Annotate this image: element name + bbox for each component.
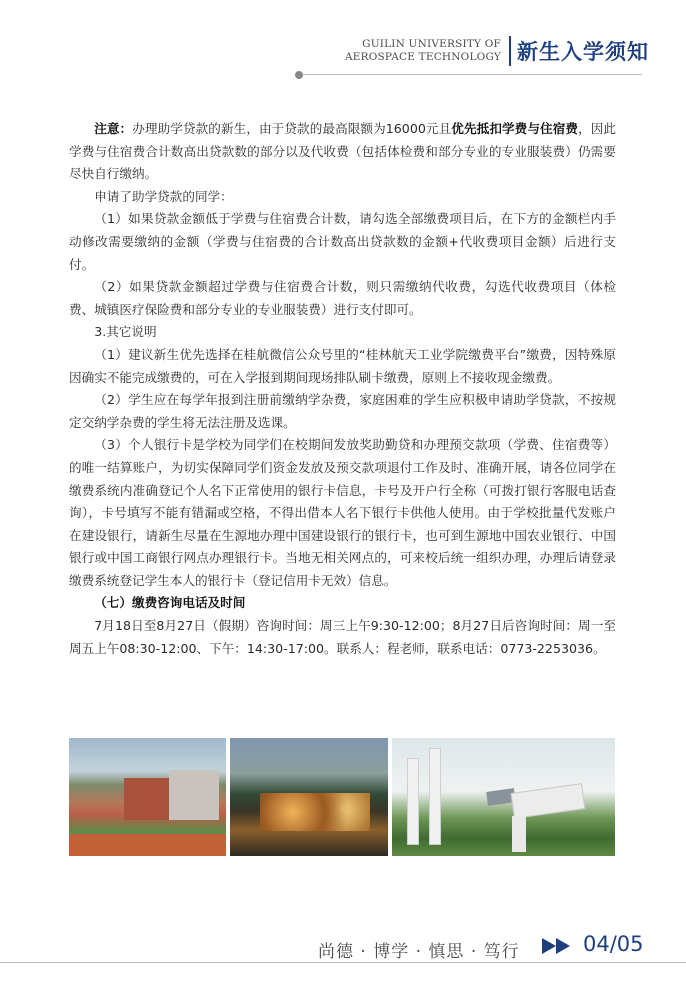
campus-photo-buildings	[69, 738, 226, 856]
notice-text-a: 办理助学贷款的新生，由于贷款的最高限额为16000元且	[132, 121, 452, 136]
photo-spacecraft-model	[511, 783, 586, 819]
paragraph-note-1: （1）建议新生优先选择在桂航微信公众号里的“桂林航天工业学院缴费平台”缴费，因特殊原因确实不能完成缴费的，可在入学报到期间现场排队刷卡缴费，原则上不接收现金缴费。	[69, 346, 616, 385]
header-divider	[509, 36, 511, 66]
notice-label: 注意：	[94, 121, 133, 136]
notice-text-b: ，因此学费与住宿费合计数高出贷款数的部分以及代收费（包括体检费和部分专业的专业服装费）仍需要尽快自行缴纳。	[69, 121, 617, 182]
university-name-line2: AEROSPACE TECHNOLOGY	[344, 51, 501, 63]
photo-building-tower	[169, 770, 219, 820]
paragraph-loan-case-1: （1）如果贷款金额低于学费与住宿费合计数，请勾选全部缴费项目后，在下方的金额栏内手动修改需要缴纳的金额（学费与住宿费的合计数高出贷款数的金额+代收费项目金额）后进行支付。	[69, 211, 616, 272]
header-dot	[295, 71, 303, 79]
photo-track	[69, 834, 226, 856]
section-other-notes: 3.其它说明	[94, 324, 157, 340]
contact-heading-text: （七）缴费咨询电话及时间	[94, 595, 246, 611]
paragraph-loan-notice	[69, 118, 616, 186]
school-motto: 尚德 · 博学 · 慎思 · 笃行	[318, 942, 520, 962]
paragraph-note-2: （2）学生应在每学年报到注册前缴纳学杂费，家庭困难的学生应积极申请助学贷款，不按规定交纳学杂费的学生将无法注册及选课。	[69, 392, 616, 430]
section-heading-contact	[69, 592, 616, 615]
notice-bold-text: 优先抵扣学费与住宿费	[451, 121, 579, 136]
header-rule	[303, 74, 642, 75]
university-name-line1: GUILIN UNIVERSITY OF	[362, 38, 501, 50]
paragraph-contact-info: 7月18日至8月27日（假期）咨询时间：周三上午9:30-12:00；8月27日后咨询时间：周一至周五上午08:30-12:00、下午：14:30-17:00。联系人：程老师，联系电话：0773-2253036。	[69, 618, 616, 656]
campus-photo-rocket-models	[392, 738, 615, 856]
paragraph-loan-case-2: （2）如果贷款金额超过学费与住宿费合计数，则只需缴纳代收费，勾选代收费项目（体检费、城镇医疗保险费和部分专业的专业服装费）进行支付即可。	[69, 279, 616, 317]
university-name	[300, 38, 501, 64]
photo-city-lights	[260, 793, 370, 831]
document-body	[69, 118, 616, 660]
footer-rule	[0, 962, 686, 963]
paragraph-note-3: （3）个人银行卡是学校为同学们在校期间发放奖助勤贷和办理预交款项（学费、住宿费等）的唯一结算账户，为切实保障同学们资金发放及预交款项退付工作及时、准确开展，请各位同学在缴费系统内准确登记个人名下正常使用的银行卡信息，卡号及开户行全称（可拨打银行客服电话查询），卡号填写不能有错漏或空格，不得出借本人名下银行卡供他人使用。由于学校批量代发账户在建设银行，请新生尽量在生源地办理中国建设银行的银行卡，也可到生源地中国农业银行、中国银行或中国工商银行网点办理银行卡。当地无相关网点的，可来校后统一组织办理，办理后请登录缴费系统登记学生本人的银行卡（登记信用卡无效）信息。	[69, 437, 616, 588]
page-title: 新生入学须知	[517, 40, 649, 64]
page-number: 04/05	[583, 932, 644, 956]
double-arrow-icon	[542, 936, 578, 956]
photo-rocket-model	[429, 748, 441, 845]
paragraph-loan-applicants: 申请了助学贷款的同学：	[94, 188, 233, 204]
photo-model-stand	[512, 816, 526, 852]
photo-rocket-model	[407, 758, 419, 845]
campus-photo-night-aerial	[230, 738, 388, 856]
